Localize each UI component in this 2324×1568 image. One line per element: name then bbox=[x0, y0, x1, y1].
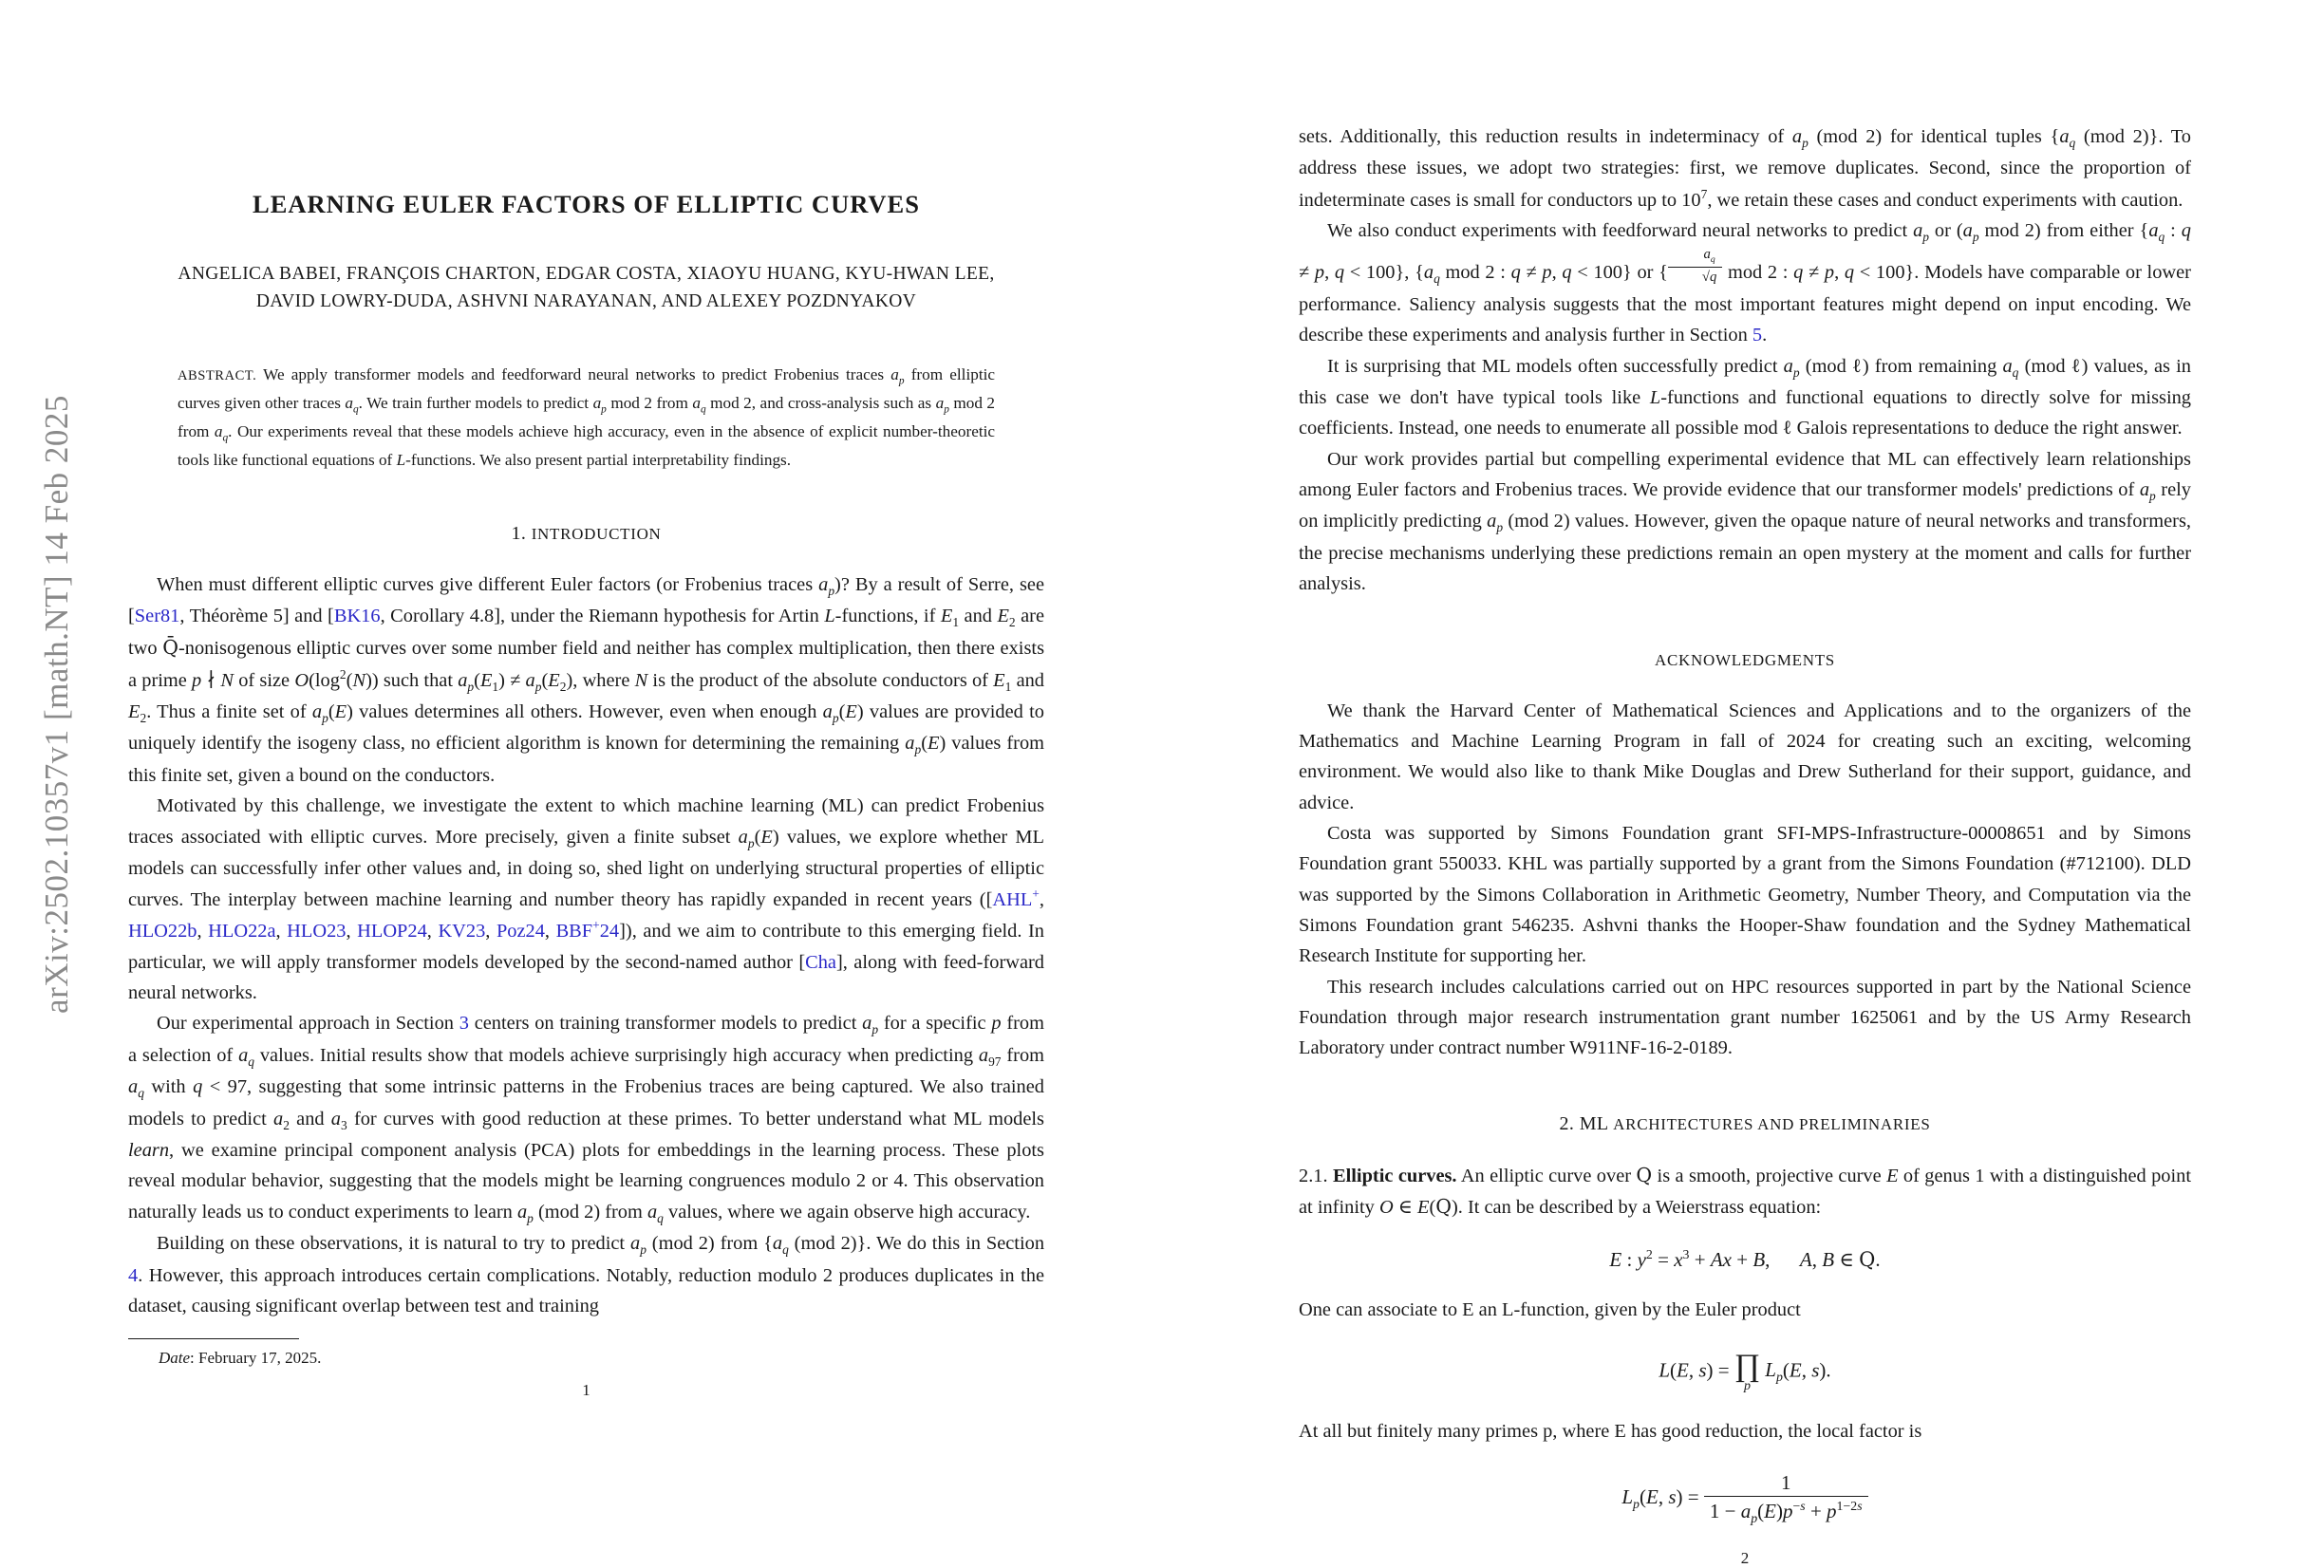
section-two-title-ml: ML bbox=[1579, 1112, 1608, 1134]
citation-ser81[interactable]: Ser81 bbox=[134, 606, 180, 627]
citation-hlop24[interactable]: HLOP24 bbox=[357, 921, 427, 943]
section-ref-3[interactable]: 3 bbox=[459, 1013, 469, 1035]
footnote-value: : February 17, 2025. bbox=[190, 1349, 322, 1368]
citation-cha[interactable]: Cha bbox=[805, 951, 836, 973]
arxiv-stamp bbox=[0, 0, 104, 1503]
footnote-label: Date bbox=[159, 1349, 191, 1368]
equation-euler-product: L(E, s) = ∏ p $L_p(E$, s). bbox=[1659, 1348, 1831, 1393]
paragraph-subsection-elliptic-curves: 2.1. Elliptic curves. An elliptic curve over Q is a smooth, projective curve E of genus 1 with a distinguished point at infinity O ∈ E(Q). It can be described by a Weierstrass equation: bbox=[1299, 1163, 2191, 1219]
section-heading-ml-architectures bbox=[1299, 1113, 2191, 1135]
equation-weierstrass: E : $y^2 = x^3 + Ax + B$, A, B ∈ Q. bbox=[1609, 1247, 1881, 1272]
abstract-text: We apply transformer models and feedforward neural networks to predict Frobenius traces $a_p$ from elliptic curves given other traces $a_q$. We train further models to predict $a_p$ mod 2 from $a_q$ mod 2, and cross-analysis such as $a_p$ mod 2 from $a_q$. Our experiments reveal that these models achieve high accuracy, even in the absence of explicit number-theoretic tools like functional equations of L-functions. We also present partial interpretability findings. bbox=[178, 364, 995, 469]
citation-hlo23[interactable]: HLO23 bbox=[287, 921, 347, 943]
citation-hlo22b[interactable]: HLO22b bbox=[128, 921, 197, 943]
author-list bbox=[128, 261, 1044, 316]
product-operator: ∏ p bbox=[1734, 1348, 1761, 1393]
footnote-date bbox=[159, 1349, 1044, 1368]
paragraph-ack-1: We thank the Harvard Center of Mathematical Sciences and Applications and to the organizers of the Mathematics and Machine Learning Program in fall of 2024 for creating such an exciting, welcoming environment. We would also like to thank Mike Douglas and Drew Sutherland for their support, guidance, and advice. bbox=[1299, 700, 2191, 813]
paragraph-local-factor-lead: At all but finitely many primes p, where E has good reduction, the local factor is bbox=[1299, 1420, 1922, 1442]
acknowledgments-title: ACKNOWLEDGMENTS bbox=[1655, 650, 1835, 669]
author-line-1: ANGELICA BABEI, FRANÇOIS CHARTON, EDGAR COSTA, XIAOYU HUANG, KYU-HWAN LEE, bbox=[178, 264, 995, 284]
subsection-title: Elliptic curves. bbox=[1332, 1165, 1457, 1186]
page-title: LEARNING EULER FACTORS OF ELLIPTIC CURVES bbox=[253, 190, 920, 218]
section-heading-introduction bbox=[128, 523, 1044, 545]
abstract-block bbox=[178, 362, 995, 474]
paragraph-right-1: sets. Additionally, this reduction results in indeterminacy of $a_p$ (mod 2) for identical tuples {$a_q$ (mod 2)}. To address these issues, we adopt two strategies: first, we remove duplicates. Second, since the proportion of indeterminate cases is small for conductors up to $10^7$, we retain these cases and conduct experiments with caution. bbox=[1299, 126, 2192, 211]
section-two-number: 2. bbox=[1559, 1112, 1575, 1134]
page-number-right: 2 bbox=[1740, 1549, 1750, 1568]
page-one bbox=[128, 0, 1044, 1503]
author-line-2: DAVID LOWRY-DUDA, ASHVNI NARAYANAN, AND ALEXEY POZDNYAKOV bbox=[255, 290, 917, 311]
page-two bbox=[1299, 0, 2192, 1568]
paragraph-intro-3: Our experimental approach in Section 3 centers on training transformer models to predict $a_p$ for a specific p from a selection of $a_q$ values. Initial results show that models achieve surprisingly high accuracy when predicting $a_{97}$ from $a_q$ with q < 97, suggesting that some intrinsic patterns in the Frobenius traces are being captured. We also trained models to predict $a_2$ and $a_3$ for curves with good reduction at these primes. To better understand what ML models learn, we examine principal component analysis (PCA) plots for embeddings in the learning process. These plots reveal modular behavior, suggesting that the models might be learning congruences modulo 2 or 4. This observation naturally leads us to conduct experiments to learn $a_p$ (mod 2) from $a_q$ values, where we again observe high accuracy. bbox=[128, 1013, 1044, 1225]
subsection-number: 2.1. bbox=[1299, 1165, 1328, 1186]
arxiv-stamp-text: arXiv:2502.10357v1 [math.NT] 14 Feb 2025 bbox=[38, 395, 75, 1014]
citation-poz24[interactable]: Poz24 bbox=[496, 921, 545, 943]
paragraph-ack-3: This research includes calculations carried out on HPC resources supported in part by the National Science Foundation through major research instrumentation grant number 1625061 and by the US Army Research Laboratory under contract number W911NF-16-2-0189. bbox=[1299, 976, 2191, 1059]
paragraph-right-2: We also conduct experiments with feedforward neural networks to predict $a_p$ or ($a_p$ mod 2) from either {$a_q$ : q ≠ p, q < 100}, {$a_q$ mod 2 : q ≠ p, q < 100} or { $\frac{a_q}{√q}$ mod 2 : q ≠ p, q < 100}. Models have comparable or lower performance. Saliency analysis suggests that the most important features might depend on input encoding. We describe these experiments and analysis further in Section 5. bbox=[1299, 219, 2191, 346]
paragraph-intro-4: Building on these observations, it is natural to try to predict $a_p$ (mod 2) from {$a_q$ (mod 2)}. We do this in Section 4. However, this approach introduces certain complications. Notably, reduction modulo 2 produces duplicates in the dataset, causing significant overlap between test and training bbox=[128, 1233, 1045, 1316]
section-ref-4[interactable]: 4 bbox=[128, 1264, 139, 1286]
citation-bbf24[interactable]: BBF+24 bbox=[555, 918, 620, 943]
citation-bk16[interactable]: BK16 bbox=[333, 606, 381, 627]
citation-kv23[interactable]: KV23 bbox=[438, 921, 486, 943]
paragraph-intro-2: Motivated by this challenge, we investigate the extent to which machine learning (ML) can predict Frobenius traces associated with elliptic curves. More precisely, given a finite subset $a_p(E)$ values, we explore whether ML models can successfully infer other values and, in doing so, shed light on underlying structural properties of elliptic curves. The interplay between machine learning and number theory has rapidly expanded in recent years ([AHL+, HLO22b, HLO22a, HLO23, HLOP24, KV23, Poz24, BBF+24]), and we aim to contribute to this emerging field. In particular, we will apply transformer models developed by the second-named author [Cha], along with feed-forward neural networks. bbox=[128, 795, 1045, 1003]
paragraph-euler-product-lead: One can associate to E an L-function, given by the Euler product bbox=[1299, 1299, 1801, 1321]
equation-local-factor: $L_p(E$, s) = $\frac{1}{1 - a_p(E)p^{-s} + p^{1-2s}}$ bbox=[1299, 1471, 2191, 1526]
paragraph-right-3: It is surprising that ML models often successfully predict $a_p$ (mod ℓ) from remaining $a_q$ (mod ℓ) values, as in this case we don't have typical tools like L-functions and functional equations to directly solve for missing coefficients. Instead, one needs to enumerate all possible mod ℓ Galois representations to deduce the right answer. bbox=[1299, 355, 2191, 439]
paragraph-right-4: Our work provides partial but compelling experimental evidence that ML can effectively learn relationships among Euler factors and Frobenius traces. We provide evidence that our transformer models' predictions of $a_p$ rely on implicitly predicting $a_p$ (mod 2) values. However, given the opaque nature of neural networks and transformers, the precise mechanisms underlying these predictions remain an open mystery at the moment and calls for further analysis. bbox=[1299, 448, 2191, 595]
page-number-left: 1 bbox=[582, 1381, 590, 1400]
citation-hlo22a[interactable]: HLO22a bbox=[208, 921, 276, 943]
section-heading-acknowledgments bbox=[1299, 649, 2191, 671]
section-ref-5[interactable]: 5 bbox=[1752, 325, 1763, 346]
citation-ahl[interactable]: AHL+ bbox=[992, 887, 1040, 911]
fraction: $\frac{1}{1 - a_p(E)p^{-s} + p^{1-2s}}$ bbox=[1704, 1471, 1868, 1526]
section-number: 1. bbox=[511, 522, 527, 544]
section-two-title-rest: ARCHITECTURES AND PRELIMINARIES bbox=[1613, 1114, 1931, 1133]
section-title: INTRODUCTION bbox=[531, 524, 662, 543]
footnote-separator bbox=[128, 1338, 299, 1339]
abstract-label: ABSTRACT. bbox=[178, 367, 257, 383]
paragraph-intro-1: When must different elliptic curves give different Euler factors (or Frobenius traces $a_p$)? By a result of Serre, see [Ser81, Théorème 5] and [BK16, Corollary 4.8], under the Riemann hypothesis for Artin L-functions, if $E_1$ and $E_2$ are two Q̄-nonisogenous elliptic curves over some number field and neither has complex multiplication, then there exists a prime p ∤ N of size $O(\log^2(N))$ such that $a_p(E_1) \ne a_p(E_2)$, where N is the product of the absolute conductors of $E_1$ and $E_2$. Thus a finite set of $a_p(E)$ values determines all others. However, even when enough $a_p(E)$ values are provided to uniquely identify the isogeny class, no efficient algorithm is known for determining the remaining $a_p(E)$ values from this finite set, given a bound on the conductors. bbox=[128, 573, 1045, 786]
paragraph-ack-2: Costa was supported by Simons Foundation grant SFI-MPS-Infrastructure-00008651 and by Simons Foundation grant 550033. KHL was partially supported by a grant from the Simons Foundation (#712100). DLD was supported by the Simons Collaboration in Arithmetic Geometry, Number Theory, and Computation via the Simons Foundation grant 546235. Ashvni thanks the Hooper-Shaw foundation and the Sydney Mathematical Research Institute for supporting her. bbox=[1299, 822, 2191, 967]
